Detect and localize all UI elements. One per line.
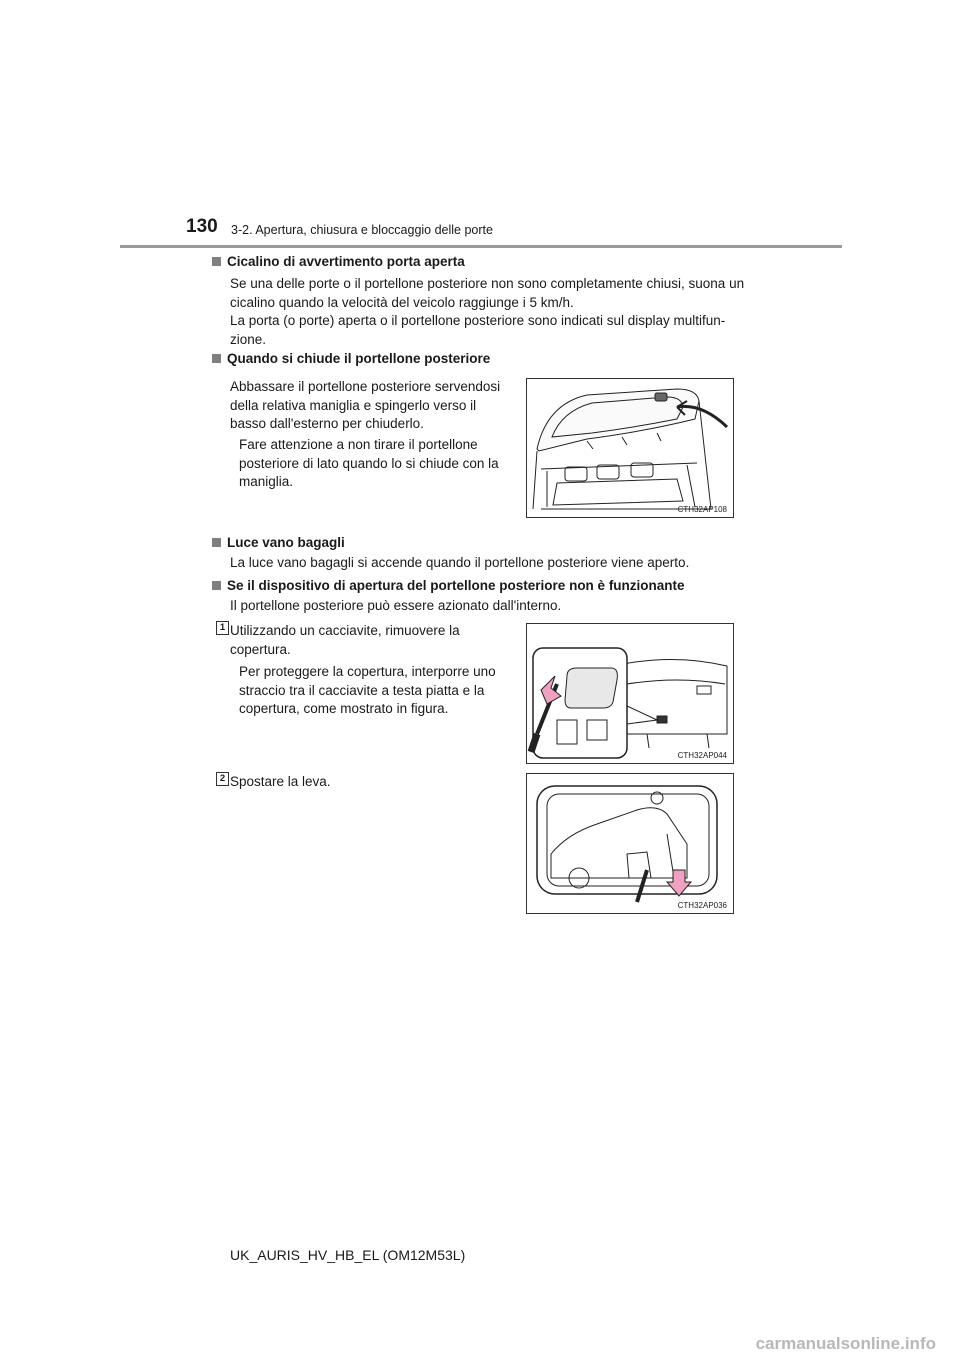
text-line: della relativa maniglia e spingerlo verso il (230, 397, 477, 413)
text-line: Se una delle porte o il portellone posteriore non sono completamente chiusi, suona un (230, 276, 745, 291)
text-line: maniglia. (239, 474, 294, 489)
bullet-square-icon (212, 354, 221, 363)
heading-text: Luce vano bagagli (227, 535, 345, 550)
header-rule (120, 245, 842, 248)
paragraph-closing-back-door (230, 378, 506, 434)
bullet-square-icon (212, 257, 221, 266)
page-number: 130 (186, 216, 218, 237)
text-line: La luce vano bagagli si accende quando il portellone posteriore viene aperto. (230, 555, 690, 570)
heading-luggage-light (212, 535, 345, 550)
figure-code: CTH32AP036 (677, 901, 727, 910)
text-line: copertura, come mostrato in figura. (239, 701, 449, 716)
step-number-badge: 1 (216, 621, 229, 635)
paragraph-door-open-buzzer (230, 275, 746, 349)
paragraph-luggage-light (230, 554, 746, 573)
text-line: Il portellone posteriore può essere azionato dall'interno. (230, 598, 562, 613)
figure-move-lever (526, 773, 734, 914)
text-line: Spostare la leva. (230, 774, 331, 789)
remove-cover-illustration (527, 624, 733, 763)
text-line: Utilizzando un cacciavite, rimuovere la (230, 623, 460, 638)
figure-code: CTH32AP108 (677, 505, 727, 514)
watermark: carmanualsonline.info (755, 1334, 936, 1353)
text-line: posteriore di lato quando lo si chiude con la (239, 455, 499, 471)
figure-code: CTH32AP044 (677, 751, 727, 760)
text-line: La porta (o porte) aperta o il portellone posteriore sono indicati sul display multifun- (230, 313, 726, 328)
bullet-square-icon (212, 581, 221, 590)
step-number-badge: 2 (216, 772, 229, 786)
step-1-text (230, 622, 506, 659)
manual-code: UK_AURIS_HV_HB_EL (OM12M53L) (230, 1247, 466, 1263)
text-line: zione. (230, 331, 267, 347)
back-door-illustration (527, 379, 733, 517)
heading-text: Cicalino di avvertimento porta aperta (227, 254, 465, 269)
step-2-text (230, 773, 506, 792)
text-line: Fare attenzione a non tirare il portellone (239, 437, 478, 452)
heading-closing-back-door (212, 351, 490, 366)
text-line: basso dall'esterno per chiuderlo. (230, 416, 424, 431)
heading-opener-not-working (212, 578, 685, 593)
section-title: 3-2. Apertura, chiusura e bloccaggio delle porte (231, 223, 493, 237)
figure-remove-cover (526, 623, 734, 764)
heading-text: Se il dispositivo di apertura del portellone posteriore non è funzionante (227, 578, 685, 593)
step-1-note (239, 663, 506, 719)
heading-door-open-buzzer (212, 254, 465, 269)
text-line: Per proteggere la copertura, interporre uno (239, 664, 496, 679)
note-closing-back-door (239, 436, 506, 492)
heading-text: Quando si chiude il portellone posteriore (227, 351, 491, 366)
text-line: copertura. (230, 641, 291, 657)
paragraph-opener-not-working (230, 597, 746, 616)
figure-closing-back-door (526, 378, 734, 518)
text-line: straccio tra il cacciavite a testa piatta e la (239, 682, 485, 698)
text-line: cicalino quando la velocità del veicolo raggiunge i 5 km/h. (230, 294, 574, 310)
move-lever-illustration (527, 774, 733, 913)
text-line: Abbassare il portellone posteriore servendosi (230, 379, 501, 394)
bullet-square-icon (212, 538, 221, 547)
